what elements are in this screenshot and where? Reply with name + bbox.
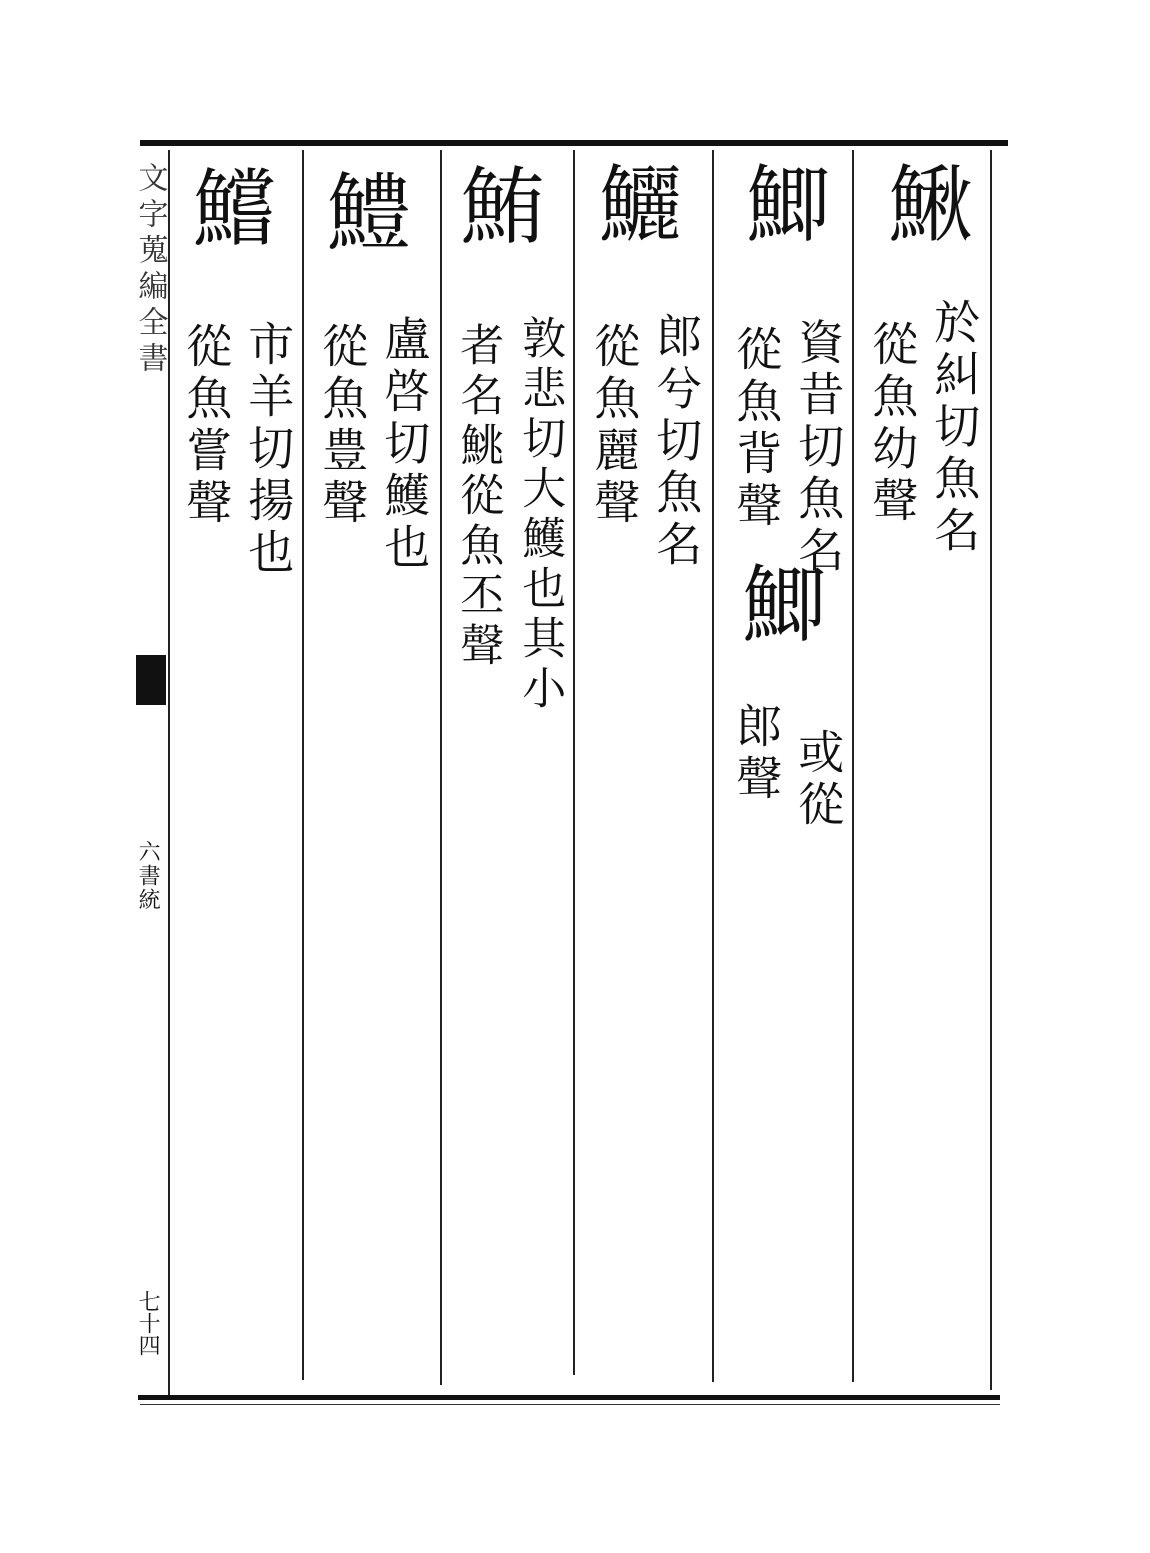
- gloss-line: 從魚麗聲: [587, 322, 642, 530]
- entry-column: [860, 150, 988, 1395]
- column-divider: [990, 150, 992, 1390]
- top-border: [140, 140, 1008, 146]
- seal-character-variant: 鯽: [729, 560, 827, 644]
- seal-character: 鮪: [447, 162, 545, 246]
- gloss-line: 或從: [791, 728, 846, 832]
- gloss-line: 從魚豊聲: [315, 322, 370, 530]
- column-divider: [168, 150, 170, 1395]
- entry-column: [444, 150, 572, 1395]
- gloss-line: 者名鮡從魚丕聲: [452, 322, 504, 672]
- book-title: 文字蒐編全書: [132, 162, 168, 378]
- page-number: 七十四: [135, 1290, 161, 1356]
- seal-character: 鱧: [313, 168, 411, 252]
- gloss-line: 從魚幼聲: [865, 320, 920, 528]
- entry-column: [308, 150, 438, 1395]
- seal-character: 鰍: [875, 160, 973, 244]
- entry-column: [172, 150, 300, 1395]
- page-margin: [134, 150, 168, 1395]
- gloss-line: 從魚嘗聲: [179, 322, 234, 530]
- column-divider: [712, 150, 714, 1382]
- gloss-line: 於糾切魚名: [927, 298, 982, 558]
- gloss-line: 郎兮切魚名: [649, 312, 704, 572]
- gloss-line: 盧啓切鱯也: [377, 315, 432, 575]
- seal-character: 鱨: [179, 164, 277, 248]
- bottom-border-thin: [140, 1404, 1000, 1405]
- section-title: 六書統: [135, 840, 161, 912]
- entry-column: [718, 150, 850, 1395]
- entry-column: [580, 150, 710, 1395]
- gloss-line: 資昔切魚名: [791, 318, 846, 578]
- column-divider: [440, 150, 442, 1385]
- gloss-line: 從魚背聲: [729, 325, 784, 533]
- gloss-line: 敦悲切大鱯也其小: [514, 315, 566, 715]
- seal-character: 鱺: [585, 160, 683, 244]
- column-divider: [852, 150, 854, 1382]
- gloss-line: 市羊切揚也: [241, 320, 296, 580]
- seal-character: 鯽: [733, 160, 831, 244]
- gloss-line: 郎聲: [729, 702, 784, 806]
- fishtail-mark: [136, 655, 166, 705]
- column-divider: [573, 150, 575, 1375]
- column-divider: [302, 150, 304, 1380]
- bottom-border: [138, 1395, 1000, 1400]
